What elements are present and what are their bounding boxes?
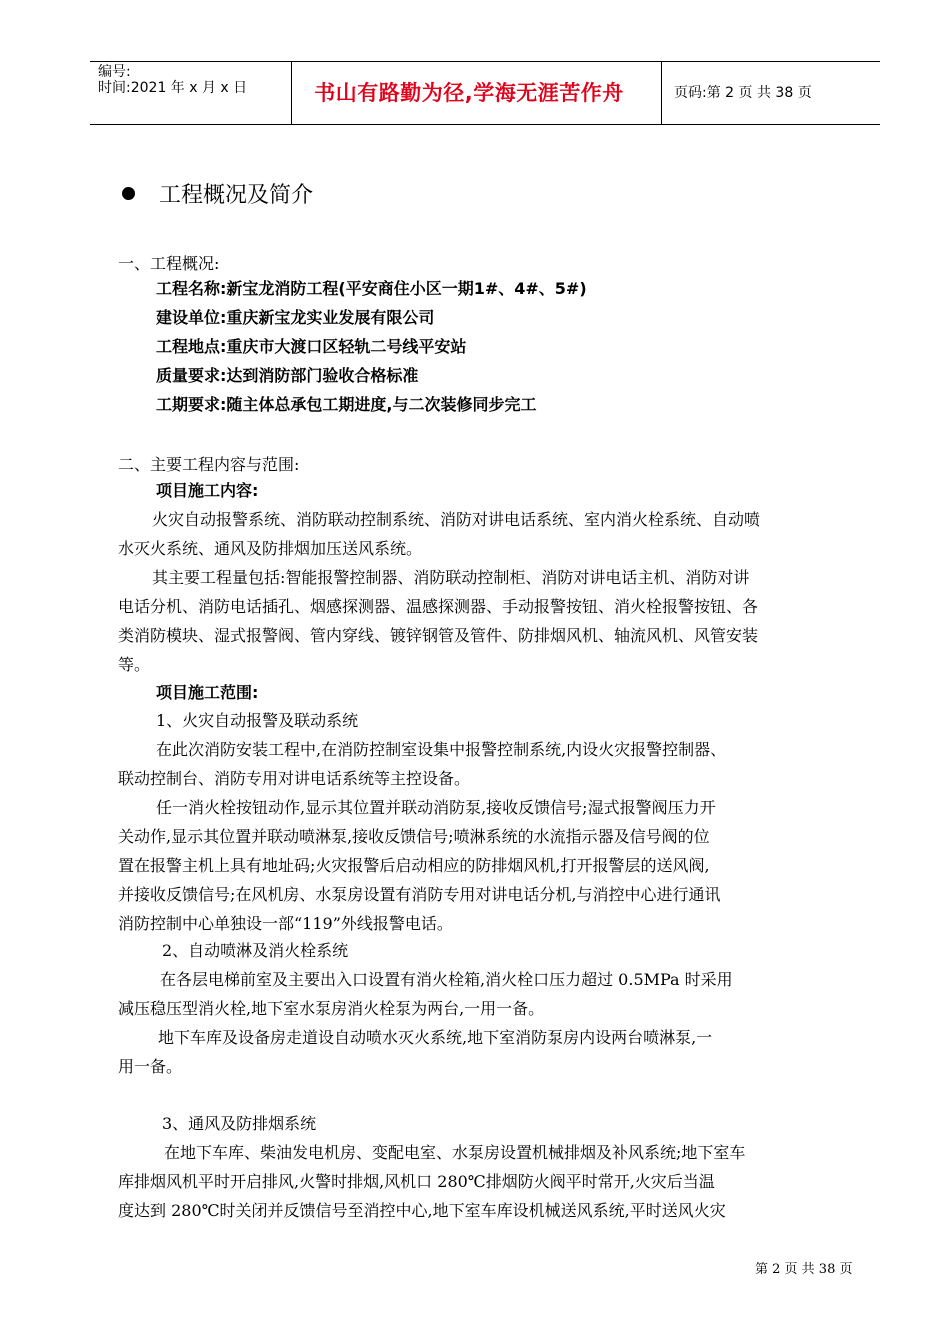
paragraph-line: 项目施工范围: bbox=[156, 683, 259, 702]
paragraph-line: 火灾自动报警系统、消防联动控制系统、消防对讲电话系统、室内消火栓系统、自动喷 bbox=[152, 510, 761, 529]
header-page-number: 页码:第 2 页 共 38 页 bbox=[674, 85, 812, 101]
paragraph-line: 联动控制台、消防专用对讲电话系统等主控设备。 bbox=[118, 769, 471, 788]
paragraph-line: 建设单位:重庆新宝龙实业发展有限公司 bbox=[156, 308, 435, 327]
paragraph-line: 减压稳压型消火栓,地下室水泵房消火栓泵为两台,一用一备。 bbox=[118, 999, 545, 1018]
paragraph-line: 置在报警主机上具有地址码;火灾报警后启动相应的防排烟风机,打开报警层的送风阀, bbox=[118, 856, 710, 875]
paragraph-line: 工程名称:新宝龙消防工程(平安商住小区一期1#、4#、5#) bbox=[156, 279, 587, 298]
paragraph-line: 并接收反馈信号;在风机房、水泵房设置有消防专用对讲电话分机,与消控中心进行通讯 bbox=[118, 885, 721, 904]
paragraph-line: 1、火灾自动报警及联动系统 bbox=[156, 711, 359, 730]
paragraph-line: 等。 bbox=[118, 655, 151, 674]
section-title: 工程概况及简介 bbox=[159, 183, 314, 208]
paragraph-line: 用一备。 bbox=[118, 1057, 183, 1076]
document-number-label: 编号: bbox=[98, 64, 131, 80]
paragraph-line: 度达到 280℃时关闭并反馈信号至消控中心,地下室车库设机械送风系统,平时送风火灾 bbox=[118, 1201, 726, 1220]
page-footer: 第 2 页 共 38 页 bbox=[755, 1262, 853, 1277]
paragraph-line: 在此次消防安装工程中,在消防控制室设集中报警控制系统,内设火灾报警控制器、 bbox=[156, 740, 727, 759]
paragraph-line: 其主要工程量包括:智能报警控制器、消防联动控制柜、消防对讲电话主机、消防对讲 bbox=[152, 568, 750, 587]
paragraph-line: 消防控制中心单独设一部“119”外线报警电话。 bbox=[118, 914, 453, 933]
bullet-icon bbox=[122, 187, 135, 200]
header-divider bbox=[661, 62, 662, 124]
paragraph-line: 任一消火栓按钮动作,显示其位置并联动消防泵,接收反馈信号;湿式报警阀压力开 bbox=[156, 798, 716, 817]
paragraph-line: 类消防模块、湿式报警阀、管内穿线、镀锌钢管及管件、防排烟风机、轴流风机、风管安装 bbox=[118, 626, 759, 645]
paragraph-line: 库排烟风机平时开启排风,火警时排烟,风机口 280℃排烟防火阀平时常开,火灾后当温 bbox=[118, 1172, 715, 1191]
paragraph-line: 一、工程概况: bbox=[118, 254, 220, 273]
paragraph-line: 2、自动喷淋及消火栓系统 bbox=[162, 941, 349, 960]
page-header bbox=[90, 61, 880, 125]
paragraph-line: 电话分机、消防电话插孔、烟感探测器、温感探测器、手动报警按钮、消火栓报警按钮、各 bbox=[118, 597, 759, 616]
section-heading bbox=[122, 178, 313, 209]
paragraph-line: 地下车库及设备房走道设自动喷水灭火系统,地下室消防泵房内设两台喷淋泵,一 bbox=[158, 1028, 713, 1047]
header-motto: 书山有路勤为径,学海无涯苦作舟 bbox=[314, 81, 624, 105]
document-time-label: 时间:2021 年 x 月 x 日 bbox=[98, 80, 248, 96]
paragraph-line: 在地下车库、柴油发电机房、变配电室、水泵房设置机械排烟及补风系统;地下室车 bbox=[164, 1143, 746, 1162]
paragraph-line: 工程地点:重庆市大渡口区轻轨二号线平安站 bbox=[156, 337, 467, 356]
paragraph-line: 质量要求:达到消防部门验收合格标准 bbox=[156, 366, 419, 385]
paragraph-line: 工期要求:随主体总承包工期进度,与二次装修同步完工 bbox=[156, 395, 537, 414]
paragraph-line: 二、主要工程内容与范围: bbox=[118, 455, 300, 474]
header-left bbox=[98, 64, 247, 96]
paragraph-line: 3、通风及防排烟系统 bbox=[162, 1114, 317, 1133]
paragraph-line: 在各层电梯前室及主要出入口设置有消火栓箱,消火栓口压力超过 0.5MPa 时采用 bbox=[160, 970, 733, 989]
paragraph-line: 关动作,显示其位置并联动喷淋泵,接收反馈信号;喷淋系统的水流指示器及信号阀的位 bbox=[118, 827, 710, 846]
paragraph-line: 水灭火系统、通风及防排烟加压送风系统。 bbox=[118, 539, 423, 558]
paragraph-line: 项目施工内容: bbox=[156, 481, 259, 500]
